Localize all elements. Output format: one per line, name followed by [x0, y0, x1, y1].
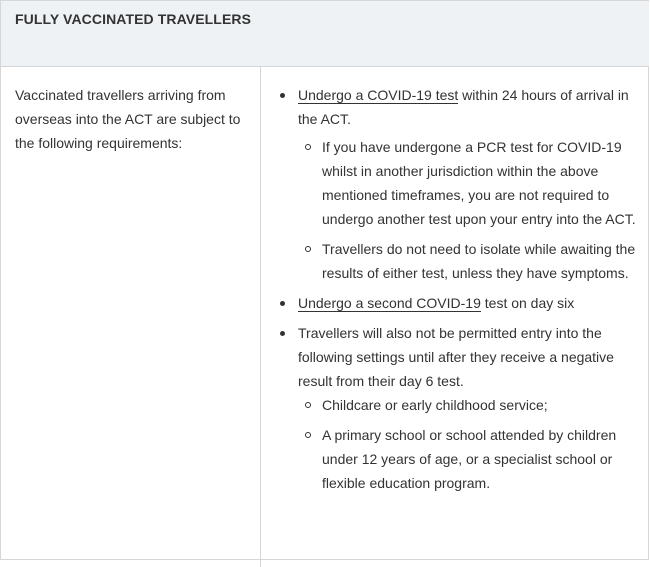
second-covid-test-link[interactable]: Undergo a second COVID-19 [298, 295, 481, 311]
list-item [275, 291, 641, 315]
requirements-list [275, 83, 641, 495]
sub-list-item [298, 237, 641, 285]
column-divider [260, 67, 261, 567]
sub-list-item-text: A primary school or school attended by children under 12 years of age, or a specialist school or flexible education program. [322, 427, 617, 491]
table-header-title: FULLY VACCINATED TRAVELLERS [15, 11, 252, 27]
list-item-text: within 24 hours of arrival in the ACT. [298, 87, 629, 127]
left-cell-text: Vaccinated travellers arriving from overseas into the ACT are subject to the following requirements: [15, 87, 241, 151]
hollow-bullet-icon [305, 432, 311, 438]
sub-list-item-text: Travellers do not need to isolate while awaiting the results of either test, unless they have symptoms. [322, 241, 636, 281]
bullet-icon [280, 93, 285, 98]
sub-list-item [298, 135, 641, 231]
sub-list-item [298, 423, 641, 495]
sub-list-item [298, 393, 641, 417]
sub-list [298, 135, 641, 285]
covid-test-link[interactable]: Undergo a COVID-19 test [298, 87, 459, 103]
right-cell [275, 83, 641, 501]
list-item-text: Travellers will also not be permitted entry into the following settings until after they receive a negative result from their day 6 test. [298, 325, 614, 389]
bullet-icon [280, 301, 285, 306]
list-item [275, 321, 641, 495]
list-item [275, 83, 641, 285]
sub-list [298, 393, 641, 495]
bullet-icon [280, 331, 285, 336]
sub-list-item-text: If you have undergone a PCR test for COVID-19 whilst in another jurisdiction within the above mentioned timeframes, you are not required to undergo another test upon your entry into the ACT. [322, 139, 636, 227]
hollow-bullet-icon [305, 402, 311, 408]
hollow-bullet-icon [305, 144, 311, 150]
table-header [1, 1, 649, 67]
list-item-text: test on day six [480, 295, 575, 311]
hollow-bullet-icon [305, 246, 311, 252]
sub-list-item-text: Childcare or early childhood service; [322, 397, 548, 413]
